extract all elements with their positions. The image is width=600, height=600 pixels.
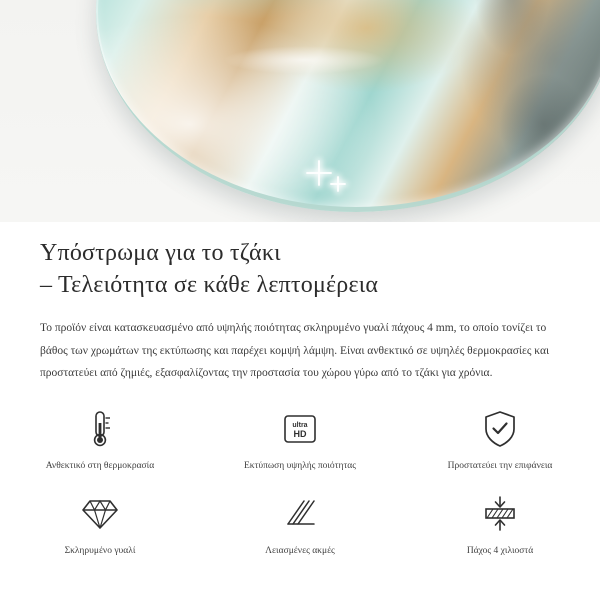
thickness-icon	[477, 491, 523, 537]
feature-item-print-quality	[200, 402, 400, 473]
headline-line-1: Υπόστρωμα για το τζάκι	[40, 240, 281, 266]
text-content	[0, 222, 600, 385]
feature-label: Ανθεκτικό στη θερμοκρασία	[45, 461, 155, 471]
marble-platter-graphic	[96, 0, 600, 212]
shield-check-icon	[477, 406, 523, 452]
feature-label: Πάχος 4 χιλιοστά	[466, 545, 534, 556]
description-paragraph: Το προϊόν είναι κατασκευασμένο από υψηλής ποιότητας σκληρυμένο γυαλί πάχους 4 mm, το οποίο τονίζει το βάθος των χρωμάτων της εκτύπωσης και παρέχει κομψή λάμψη. Είναι ανθεκτικό σε υψηλές θερμοκρασίες και προστατεύει από ζημιές, εξασφαλίζοντας την προστασία του χώρου γύρω από το τζάκι για χρόνια.	[40, 322, 550, 380]
feature-label: Εκτύπωση υψηλής ποιότητας	[243, 461, 357, 471]
svg-text:HD: HD	[293, 429, 307, 439]
svg-text:ultra: ultra	[292, 422, 308, 429]
feature-item-thickness	[400, 487, 600, 558]
feature-label: Προστατεύει την επιφάνεια	[447, 461, 553, 471]
feature-item-tempered-glass	[0, 487, 200, 558]
feature-item-temperature	[0, 402, 200, 473]
feature-grid	[0, 402, 600, 558]
headline-line-2: – Τελειότητα σε κάθε λεπτομέρεια	[40, 271, 379, 298]
thermometer-icon	[77, 406, 123, 452]
feature-label: Λειασμένες ακμές	[265, 545, 335, 556]
feature-label: Σκληρυμένο γυαλί	[64, 545, 136, 556]
hero-image	[0, 0, 600, 222]
polished-edges-icon	[277, 491, 323, 537]
feature-item-polished-edges	[200, 487, 400, 558]
feature-item-surface-protection	[400, 402, 600, 473]
page-title	[0, 222, 600, 301]
ultra-hd-icon	[277, 406, 323, 452]
diamond-icon	[77, 491, 123, 537]
